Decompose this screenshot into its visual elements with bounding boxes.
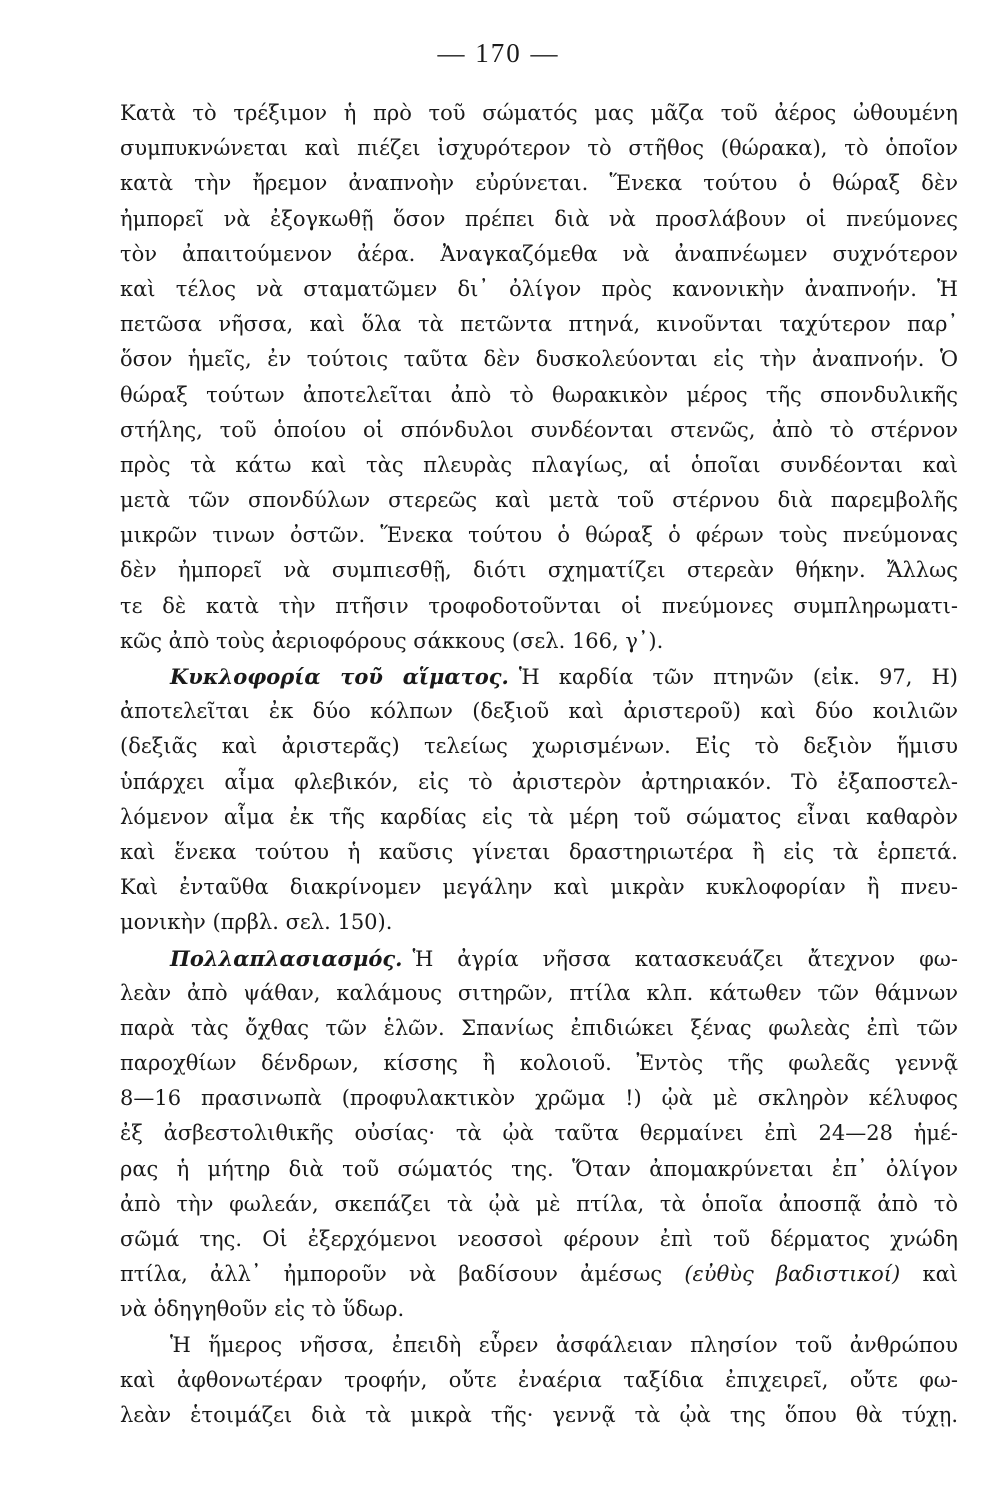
text-line: σῶμά της. Οἱ ἐξερχόμενοι νεοσσοὶ φέρουν ἐπὶ τοῦ δέρματος χνώδη: [120, 1227, 958, 1251]
section-first-line: [120, 941, 958, 976]
text-line: λεὰν ἑτοιμάζει διὰ τὰ μικρὰ τῆς· γεννᾷ τὰ ᾠὰ της ὅπου θὰ τύχῃ.: [120, 1402, 958, 1427]
text-line: κατὰ τὴν ἤρεμον ἀναπνοὴν εὐρύνεται. Ἕνεκα τούτου ὁ θώραξ δὲν: [120, 171, 958, 196]
text-line: νὰ ὁδηγηθοῦν εἰς τὸ ὕδωρ.: [120, 1297, 405, 1322]
text-line: ὅσον ἡμεῖς, ἐν τούτοις ταῦτα δὲν δυσκολεύονται εἰς τὴν ἀναπνοήν. Ὁ: [120, 347, 958, 372]
text-line: Καὶ ἐνταῦθα διακρίνομεν μεγάλην καὶ μικρὰν κυκλοφορίαν ἢ πνευ-: [120, 875, 958, 900]
text-line: στήλης, τοῦ ὁποίου οἱ σπόνδυλοι συνδέονται στενῶς, ἀπὸ τὸ στέρνον: [120, 417, 958, 442]
section-heading-reproduction: Πολλαπλασιασμός.: [170, 945, 403, 971]
text-line: τὸν ἀπαιτούμενον ἀέρα. Ἀναγκαζόμεθα νὰ ἀναπνέωμεν συχνότερον: [120, 241, 958, 266]
text-line: δὲν ἠμπορεῖ νὰ συμπιεσθῇ, διότι σχηματίζει στερεὰν θήκην. Ἄλλως: [120, 558, 958, 583]
text-line: θώραξ τούτων ἀποτελεῖται ἀπὸ τὸ θωρακικὸν μέρος τῆς σπονδυλικῆς: [120, 382, 958, 407]
text-line: πρὸς τὰ κάτω καὶ τὰς πλευρὰς πλαγίως, αἱ ὁποῖαι συνδέονται καὶ: [120, 452, 958, 477]
text-line: καὶ ἀφθονωτέραν τροφήν, οὔτε ἐναέρια ταξίδια ἐπιχειρεῖ, οὔτε φω-: [120, 1367, 958, 1392]
section-text: Ἡ ἀγρία νῆσσα κατασκευάζει ἄτεχνον φω-: [412, 946, 958, 971]
text-segment: πτίλα, ἀλλ᾽ ἠμποροῦν νὰ βαδίσουν ἀμέσως: [120, 1262, 663, 1287]
text-line: μετὰ τῶν σπονδύλων στερεῶς καὶ μετὰ τοῦ στέρνου διὰ παρεμβολῆς: [120, 488, 958, 513]
text-line-mixed: [120, 1257, 958, 1292]
text-line: Ἡ ἥμερος νῆσσα, ἐπειδὴ εὗρεν ἀσφάλειαν πλησίον τοῦ ἀνθρώπου: [170, 1332, 958, 1357]
text-line: πετῶσα νῆσσα, καὶ ὅλα τὰ πετῶντα πτηνά, κινοῦνται ταχύτερον παρ᾽: [120, 312, 958, 337]
text-line: ρας ἡ μήτηρ διὰ τοῦ σώματός της. Ὅταν ἀπομακρύνεται ἐπ᾽ ὀλίγον: [120, 1156, 958, 1181]
body-text: [120, 96, 958, 1433]
text-line: λεὰν ἀπὸ ψάθαν, καλάμους σιτηρῶν, πτίλα κλπ. κάτωθεν τῶν θάμνων: [120, 980, 958, 1005]
text-line: καὶ ἕνεκα τούτου ἡ καῦσις γίνεται δραστηριωτέρα ἢ εἰς τὰ ἑρπετά.: [120, 839, 958, 864]
text-segment: καὶ: [922, 1262, 958, 1287]
text-line: ὑπάρχει αἷμα φλεβικόν, εἰς τὸ ἀριστερὸν ἀρτηριακόν. Τὸ ἐξαποστελ-: [120, 769, 958, 794]
text-line: ἐξ ἀσβεστολιθικῆς οὐσίας· τὰ ᾠὰ ταῦτα θερμαίνει ἐπὶ 24—28 ἡμέ-: [120, 1121, 958, 1146]
section-first-line: [120, 659, 958, 694]
text-line: Κατὰ τὸ τρέξιμον ἡ πρὸ τοῦ σώματός μας μᾶζα τοῦ ἀέρος ὠθουμένη: [120, 101, 958, 125]
text-line: παροχθίων δένδρων, κίσσης ἢ κολοιοῦ. Ἐντὸς τῆς φωλεᾶς γεννᾷ: [120, 1051, 958, 1076]
section-text: Ἡ καρδία τῶν πτηνῶν (εἰκ. 97, Η): [518, 665, 958, 689]
text-line: ἀποτελεῖται ἐκ δύο κόλπων (δεξιοῦ καὶ ἀριστεροῦ) καὶ δύο κοιλιῶν: [120, 699, 958, 724]
italic-term: (εὐθὺς βαδιστικοί): [684, 1262, 901, 1287]
text-line: τε δὲ κατὰ τὴν πτῆσιν τροφοδοτοῦνται οἱ πνεύμονες συμπληρωματι-: [120, 593, 958, 618]
text-line: ἠμπορεῖ νὰ ἐξογκωθῇ ὅσον πρέπει διὰ νὰ προσλάβουν οἱ πνεύμονες: [120, 206, 958, 231]
text-line: 8—16 πρασινωπὰ (προφυλακτικὸν χρῶμα !) ᾠὰ μὲ σκληρὸν κέλυφος: [120, 1086, 958, 1111]
text-line: παρὰ τὰς ὄχθας τῶν ἑλῶν. Σπανίως ἐπιδιώκει ξένας φωλεὰς ἐπὶ τῶν: [120, 1015, 958, 1040]
text-line: (δεξιᾶς καὶ ἀριστερᾶς) τελείως χωρισμένων. Εἰς τὸ δεξιὸν ἥμισυ: [120, 734, 958, 759]
text-line: συμπυκνώνεται καὶ πιέζει ἰσχυρότερον τὸ στῆθος (θώρακα), τὸ ὁποῖον: [120, 136, 958, 161]
text-line: λόμενον αἷμα ἐκ τῆς καρδίας εἰς τὰ μέρη τοῦ σώματος εἶναι καθαρὸν: [120, 804, 958, 829]
section-heading-circulation: Κυκλοφορία τοῦ αἵματος.: [170, 664, 509, 689]
text-line: καὶ τέλος νὰ σταματῶμεν δι᾽ ὀλίγον πρὸς κανονικὴν ἀναπνοήν. Ἡ: [120, 276, 958, 301]
text-line: κῶς ἀπὸ τοὺς ἀεριοφόρους σάκκους (σελ. 166, γ᾽).: [120, 628, 664, 653]
page-number: — 170 —: [437, 38, 560, 68]
text-line: μικρῶν τινων ὀστῶν. Ἕνεκα τούτου ὁ θώραξ ὁ φέρων τοὺς πνεύμονας: [120, 523, 958, 548]
text-line: μονικὴν (πρβλ. σελ. 150).: [120, 910, 393, 935]
text-line: ἀπὸ τὴν φωλεάν, σκεπάζει τὰ ᾠὰ μὲ πτίλα, τὰ ὁποῖα ἀποσπᾷ ἀπὸ τὸ: [120, 1191, 958, 1216]
